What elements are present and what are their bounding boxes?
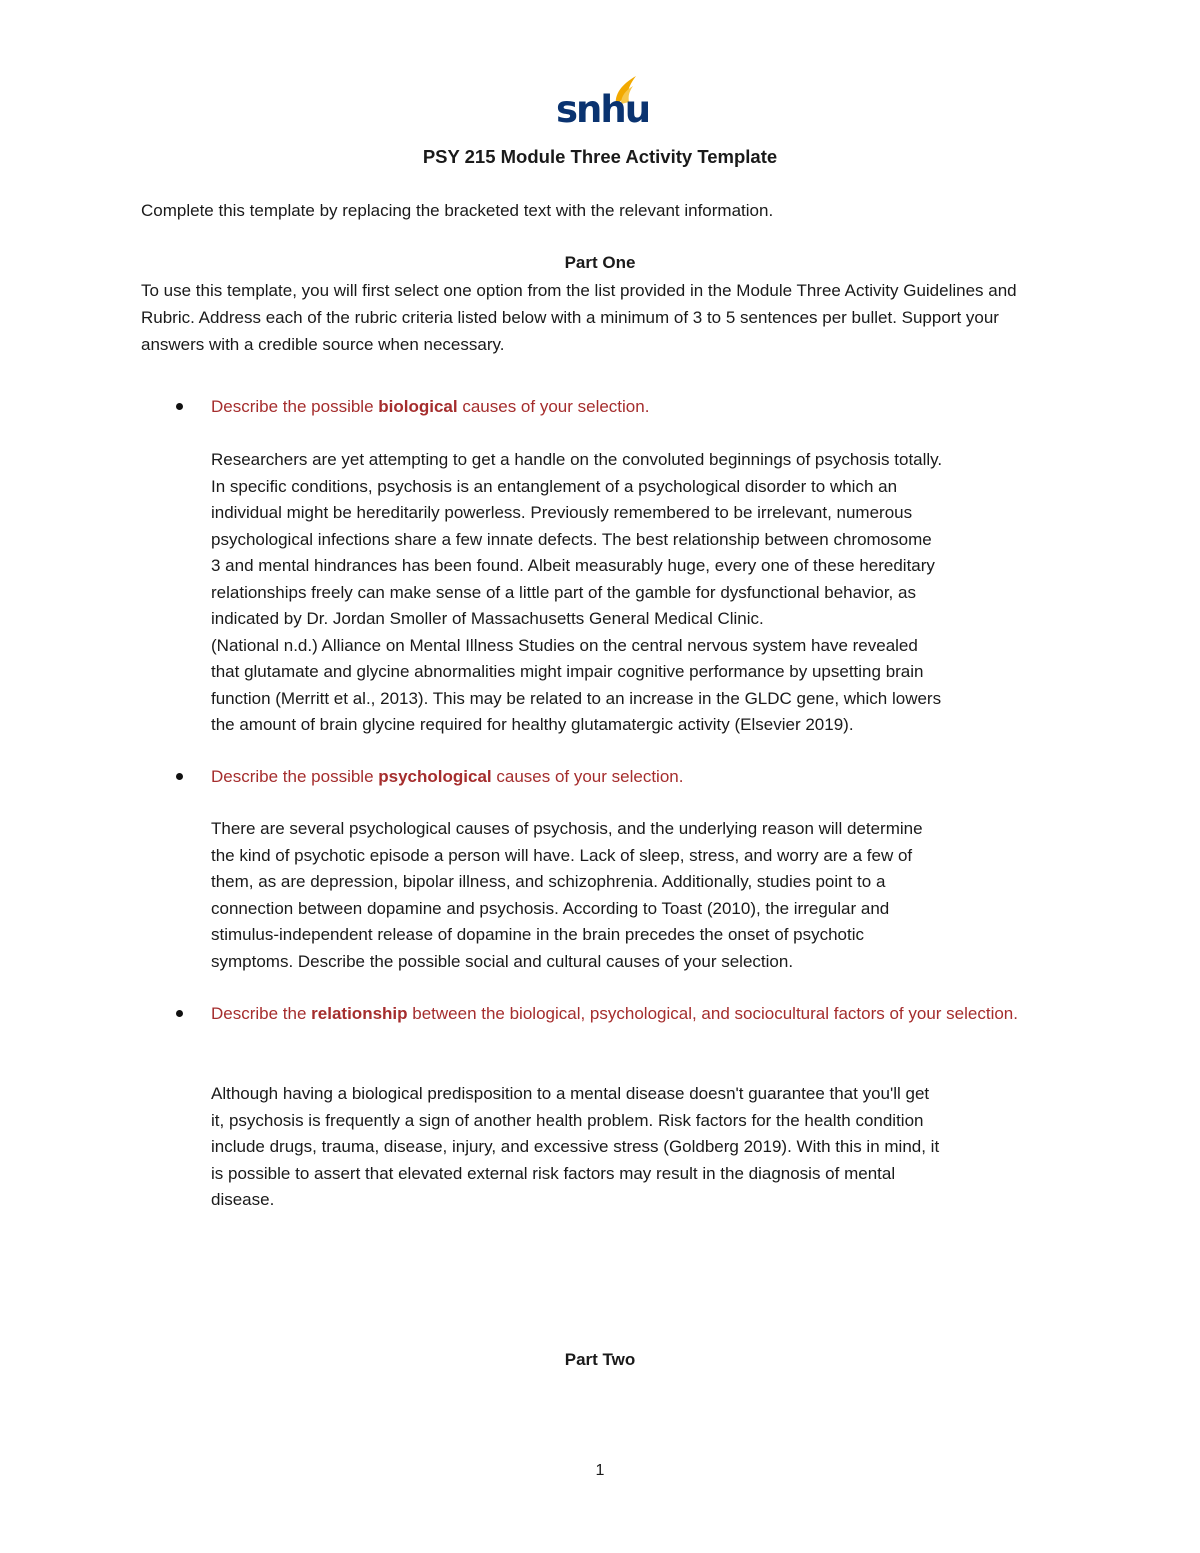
part-one-intro: To use this template, you will first select one option from the list provided in the Module Three Activity Guidelines and Rubric. Address each of the rubric criteria listed below with a minimum of 3 to 5 sentences per bullet. Support your answers with a credible source when necessary. — [141, 281, 1017, 354]
logo-wordmark: snhu — [556, 88, 650, 131]
part-one-heading: Part One — [564, 253, 636, 272]
answer-line: that glutamate and glycine abnormalities might impair cognitive performance by upsetting brain — [211, 662, 924, 681]
template-instruction: Complete this template by replacing the bracketed text with the relevant information. — [141, 201, 774, 220]
answer-line: them, as are depression, bipolar illness, and schizophrenia. Additionally, studies point to a — [211, 872, 886, 891]
prompt-biological: Describe the possible biological causes of your selection. — [211, 397, 650, 416]
answer-line: function (Merritt et al., 2013). This may be related to an increase in the GLDC gene, which lowers — [211, 688, 942, 708]
answer-line: the amount of brain glycine required for healthy glutamatergic activity (Elsevier 2019). — [211, 715, 854, 734]
answer-line: indicated by Dr. Jordan Smoller of Massachusetts General Medical Clinic. — [211, 609, 764, 628]
answer-line: connection between dopamine and psychosis. According to Toast (2010), the irregular and — [211, 898, 890, 918]
answer-line: it, psychosis is frequently a sign of another health problem. Risk factors for the health condition — [211, 1110, 924, 1130]
answer-line: the kind of psychotic episode a person will have. Lack of sleep, stress, and worry are a few of — [211, 845, 913, 865]
bullet-marker — [176, 1010, 183, 1017]
answer-line: In specific conditions, psychosis is an entanglement of a psychological disorder to which an — [211, 476, 898, 496]
answer-line: stimulus-independent release of dopamine in the brain precedes the onset of psychotic — [211, 925, 865, 944]
answer-psychological — [211, 816, 1071, 975]
answer-line: Researchers are yet attempting to get a handle on the convoluted beginnings of psychosis totally. — [211, 450, 943, 469]
answer-line: symptoms. Describe the possible social and cultural causes of your selection. — [211, 951, 794, 971]
prompt-psychological: Describe the possible psychological causes of your selection. — [211, 767, 684, 786]
bullet-marker — [176, 773, 183, 780]
answer-biological — [211, 447, 1071, 739]
answer-line: There are several psychological causes of psychosis, and the underlying reason will determine — [211, 819, 923, 838]
page-number: 1 — [595, 1462, 605, 1479]
answer-line: (National n.d.) Alliance on Mental Illness Studies on the central nervous system have revealed — [211, 635, 918, 655]
answer-line: relationships freely can make sense of a little part of the gamble for dysfunctional behavior, as — [211, 582, 916, 602]
snhu-logo — [556, 74, 650, 132]
bullet-marker — [176, 403, 183, 410]
part-two-heading: Part Two — [564, 1350, 636, 1369]
answer-line: individual might be hereditarily powerless. Previously remembered to be irrelevant, numerous — [211, 503, 913, 522]
answer-line: include drugs, trauma, disease, injury, and excessive stress (Goldberg 2019). With this in mind, it — [211, 1137, 940, 1156]
answer-line: psychological infections share a few innate defects. The best relationship between chromosome — [211, 529, 932, 549]
answer-line: Although having a biological predisposition to a mental disease doesn't guarantee that you'll get — [211, 1084, 930, 1103]
answer-line: 3 and mental hindrances has been found. Albeit measurably huge, every one of these hereditary — [211, 556, 935, 575]
answer-line: is possible to assert that elevated external risk factors may result in the diagnosis of mental — [211, 1163, 896, 1183]
prompt-relationship: Describe the relationship between the biological, psychological, and sociocultural factors of your selection. — [211, 1004, 1018, 1023]
answer-line: disease. — [211, 1190, 275, 1209]
document-title: PSY 215 Module Three Activity Template — [422, 146, 778, 167]
answer-relationship — [211, 1081, 1071, 1214]
